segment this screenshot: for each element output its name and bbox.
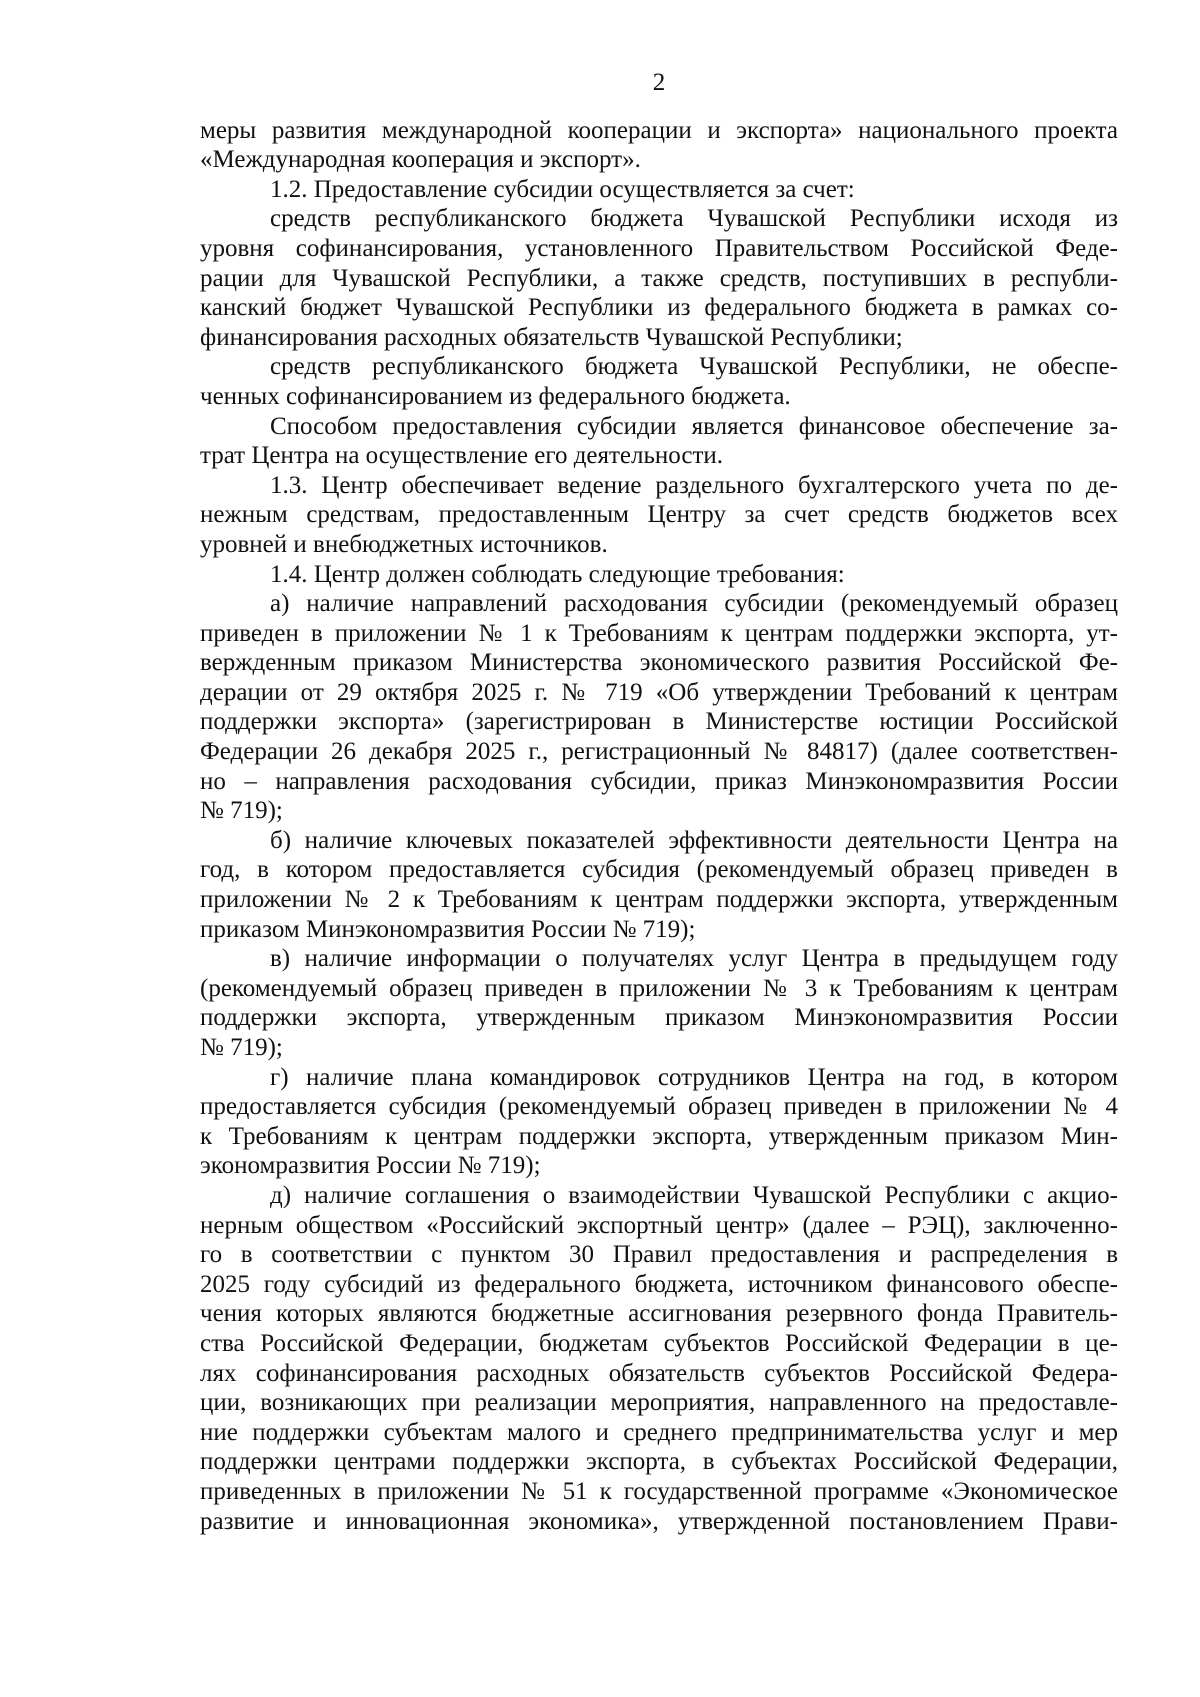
text-line: но – направления расходования субсидии, приказ Минэкономразвития России: [200, 767, 1118, 795]
paragraph: [200, 352, 1118, 411]
text-line: нежным средствам, предоставленным Центру за счет средств бюджетов всех: [200, 501, 1118, 529]
text-line: экономразвития России № 719);: [200, 1152, 541, 1180]
paragraph: [200, 944, 1118, 1062]
text-line: поддержки экспорта, утвержденным приказом Минэкономразвития России: [200, 1004, 1118, 1032]
paragraph: [200, 412, 1118, 471]
paragraph: [200, 204, 1118, 352]
text-line: приведен в приложении № 1 к Требованиям к центрам поддержки экспорта, ут-: [200, 619, 1118, 647]
paragraph: [200, 1063, 1118, 1181]
text-line: ченных софинансированием из федерального бюджета.: [200, 382, 791, 410]
text-line: приведенных в приложении № 51 к государственной программе «Экономическое: [200, 1477, 1118, 1505]
text-line: (рекомендуемый образец приведен в приложении № 3 к Требованиям к центрам: [200, 974, 1118, 1002]
paragraph: [200, 589, 1118, 826]
text-line: уровня софинансирования, установленного Правительством Российской Феде-: [200, 234, 1118, 262]
paragraph: [200, 471, 1118, 560]
text-line: вержденным приказом Министерства экономического развития Российской Фе-: [200, 649, 1118, 677]
text-line: 1.3. Центр обеспечивает ведение раздельного бухгалтерского учета по де-: [270, 471, 1118, 499]
text-line: чения которых являются бюджетные ассигнования резервного фонда Правитель-: [200, 1300, 1118, 1328]
text-line: нерным обществом «Российский экспортный центр» (далее – РЭЦ), заключенно-: [200, 1211, 1118, 1239]
text-line: № 719);: [200, 1034, 283, 1061]
text-line: год, в котором предоставляется субсидия (рекомендуемый образец приведен в: [200, 856, 1118, 884]
text-line: средств республиканского бюджета Чувашской Республики, не обеспе-: [270, 353, 1118, 381]
text-line: ние поддержки субъектам малого и среднего предпринимательства услуг и мер: [200, 1418, 1118, 1446]
text-line: поддержки центрами поддержки экспорта, в субъектах Российской Федерации,: [200, 1448, 1118, 1476]
paragraph: [200, 1181, 1118, 1536]
text-line: 1.2. Предоставление субсидии осуществляется за счет:: [270, 175, 855, 203]
text-line: № 719);: [200, 797, 283, 825]
text-line: Способом предоставления субсидии является финансовое обеспечение за-: [270, 412, 1118, 440]
text-line: в) наличие информации о получателях услуг Центра в предыдущем году: [270, 945, 1118, 973]
text-line: 2025 году субсидий из федерального бюджета, источником финансового обеспе-: [200, 1270, 1118, 1298]
text-line: лях софинансирования расходных обязательств субъектов Российской Федера-: [200, 1359, 1118, 1387]
text-line: Федерации 26 декабря 2025 г., регистрационный № 84817) (далее соответствен-: [200, 738, 1118, 766]
text-line: приложении № 2 к Требованиям к центрам поддержки экспорта, утвержденным: [200, 886, 1118, 914]
text-line: а) наличие направлений расходования субсидии (рекомендуемый образец: [270, 590, 1118, 618]
text-line: «Международная кооперация и экспорт».: [200, 146, 641, 174]
text-line: 1.4. Центр должен соблюдать следующие требования:: [270, 560, 845, 588]
document-body: [200, 116, 1118, 1537]
text-line: меры развития международной кооперации и экспорта» национального проекта: [200, 116, 1118, 144]
text-line: финансирования расходных обязательств Чувашской Республики;: [200, 323, 903, 351]
text-line: д) наличие соглашения о взаимодействии Чувашской Республики с акцио-: [270, 1181, 1118, 1209]
text-line: рации для Чувашской Республики, а также средств, поступивших в республи-: [200, 264, 1118, 292]
document-page: [200, 68, 1118, 1536]
paragraph: [200, 826, 1118, 944]
text-line: ства Российской Федерации, бюджетам субъектов Российской Федерации в це-: [200, 1329, 1118, 1357]
text-line: поддержки экспорта» (зарегистрирован в Министерстве юстиции Российской: [200, 708, 1118, 736]
text-line: канский бюджет Чувашской Республики из федерального бюджета в рамках со-: [200, 294, 1118, 322]
paragraph: [200, 116, 1118, 175]
text-line: г) наличие плана командировок сотрудников Центра на год, в котором: [270, 1063, 1118, 1091]
text-line: приказом Минэкономразвития России № 719);: [200, 915, 696, 943]
text-line: предоставляется субсидия (рекомендуемый образец приведен в приложении № 4: [200, 1093, 1118, 1121]
text-line: го в соответствии с пунктом 30 Правил предоставления и распределения в: [200, 1241, 1118, 1269]
paragraph: [200, 560, 1118, 590]
text-line: к Требованиям к центрам поддержки экспорта, утвержденным приказом Мин-: [200, 1122, 1118, 1150]
text-line: ции, возникающих при реализации мероприятия, направленного на предоставле-: [200, 1389, 1118, 1417]
page-number: 2: [652, 69, 666, 96]
text-line: трат Центра на осуществление его деятельности.: [200, 442, 724, 470]
text-line: уровней и внебюджетных источников.: [200, 530, 608, 558]
text-line: дерации от 29 октября 2025 г. № 719 «Об утверждении Требований к центрам: [200, 678, 1118, 706]
text-line: средств республиканского бюджета Чувашской Республики исходя из: [270, 205, 1118, 233]
text-line: развитие и инновационная экономика», утвержденной постановлением Прави-: [200, 1507, 1118, 1535]
paragraph: [200, 175, 1118, 205]
text-line: б) наличие ключевых показателей эффективности деятельности Центра на: [270, 826, 1118, 854]
